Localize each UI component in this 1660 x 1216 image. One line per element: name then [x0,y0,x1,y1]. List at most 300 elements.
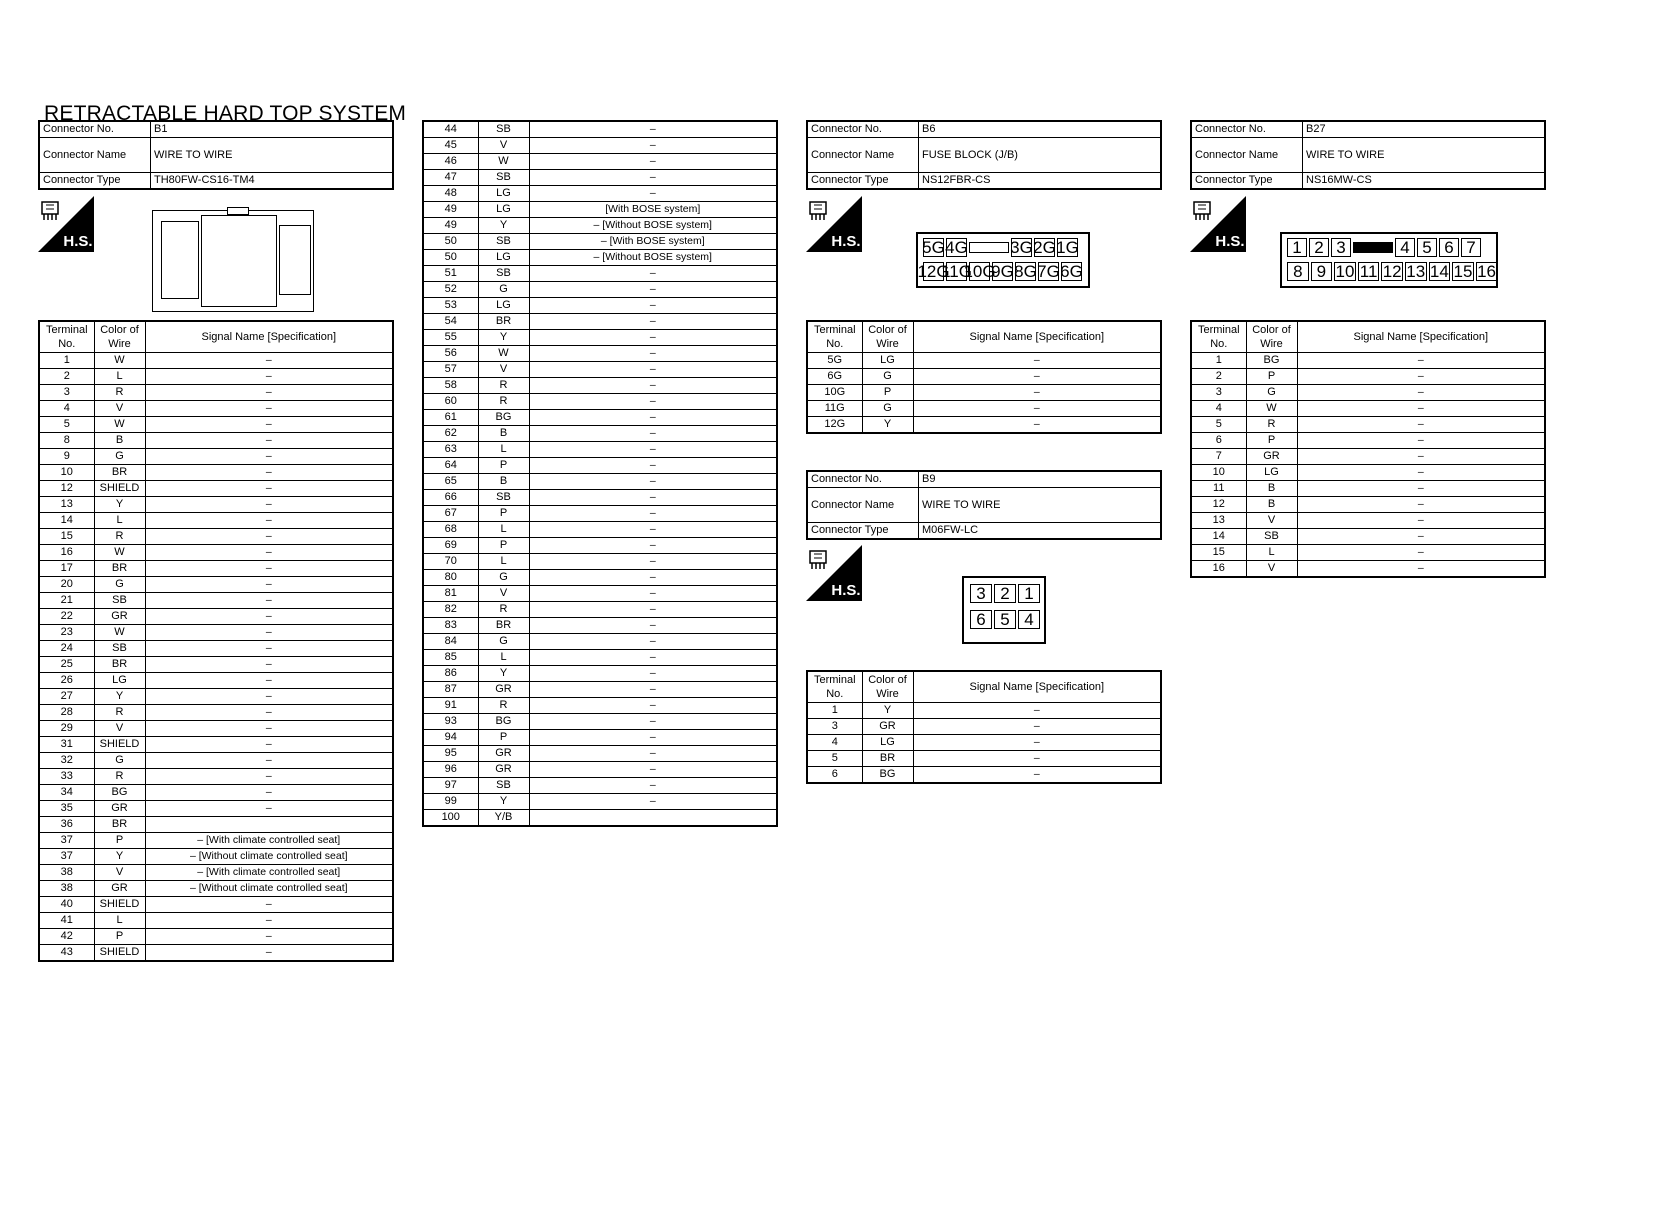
conn-name-value: WIRE TO WIRE [919,488,1162,523]
connector-pin: 3 [970,584,992,603]
terminal-no-cell: 11 [1191,481,1246,497]
signal-name-cell: – [145,673,393,689]
terminal-no-cell: 85 [423,650,478,666]
b6-connector-diagram [916,232,1090,288]
signal-name-cell [145,817,393,833]
wire-color-cell: Y [478,666,529,682]
wire-color-cell: R [94,769,145,785]
table-row [423,474,777,490]
signal-name-cell: – [145,721,393,737]
table-row [423,458,777,474]
signal-name-cell: – [145,497,393,513]
b9-pins-top [970,584,1040,603]
wire-color-cell: R [94,705,145,721]
connector-pin: 1G [1056,238,1079,257]
signal-name-cell: – [529,666,777,682]
wire-color-cell: R [94,529,145,545]
wire-color-cell: W [94,625,145,641]
hs-icon [806,196,862,252]
table-row [39,721,393,737]
terminal-no-cell: 13 [1191,513,1246,529]
terminal-no-cell: 28 [39,705,94,721]
b6-pins-bottom [917,262,1083,281]
table-row [423,298,777,314]
signal-name-cell: – [913,735,1161,751]
terminal-no-cell: 61 [423,410,478,426]
wire-color-cell: BR [94,561,145,577]
wire-color-cell: LG [862,353,913,369]
signal-name-cell: – [145,657,393,673]
wire-color-cell: R [1246,417,1297,433]
wire-color-cell: BR [478,314,529,330]
terminal-no-cell: 95 [423,746,478,762]
terminal-no-cell: 67 [423,506,478,522]
wire-color-cell: BR [862,751,913,767]
table-row [39,433,393,449]
terminal-no-cell: 32 [39,753,94,769]
conn-no-label: Connector No. [1191,121,1303,138]
conn-name-value: WIRE TO WIRE [1303,138,1546,173]
signal-name-cell: – [1297,385,1545,401]
signal-name-cell: – [145,737,393,753]
table-row [39,609,393,625]
table-row [423,618,777,634]
signal-name-cell: [With BOSE system] [529,202,777,218]
signal-name-cell: – [145,769,393,785]
wire-color-cell: B [478,426,529,442]
terminal-no-cell: 4 [1191,401,1246,417]
table-row [1191,561,1545,578]
b1-terminal-table-continued [422,120,778,827]
signal-name-cell: – [1297,513,1545,529]
table-row [39,753,393,769]
terminal-no-cell: 5 [807,751,862,767]
terminal-no-cell: 56 [423,346,478,362]
terminal-no-cell: 16 [39,545,94,561]
terminal-no-cell: 5 [39,417,94,433]
conn-name-label: Connector Name [807,488,919,523]
table-row [39,769,393,785]
wire-color-cell: LG [94,673,145,689]
signal-name-cell: – [529,154,777,170]
conn-no-value: B6 [919,121,1162,138]
connector-pin: 4 [1395,238,1415,257]
terminal-no-cell: 3 [39,385,94,401]
signal-name-cell: – [529,522,777,538]
terminal-no-cell: 70 [423,554,478,570]
wire-color-cell: BR [94,817,145,833]
terminal-no-cell: 20 [39,577,94,593]
signal-name-cell: – [913,417,1161,434]
wire-color-cell: L [94,513,145,529]
signal-name-cell: – [145,753,393,769]
signal-name-cell: – [913,353,1161,369]
table-row [423,250,777,266]
table-row [39,449,393,465]
terminal-no-cell: 1 [39,353,94,369]
signal-name-cell: – [With BOSE system] [529,234,777,250]
terminal-no-cell: 4 [39,401,94,417]
wire-color-cell: LG [478,250,529,266]
terminal-no-cell: 46 [423,154,478,170]
signal-name-header: Signal Name [Specification] [1297,321,1545,353]
wire-color-cell: BR [478,618,529,634]
wire-color-cell: G [94,753,145,769]
b1-connector-right-block [279,225,311,295]
hs-icon [1190,196,1246,252]
terminal-no-cell: 16 [1191,561,1246,578]
wire-color-cell: W [94,353,145,369]
signal-name-cell: – [529,634,777,650]
wire-color-cell: GR [478,746,529,762]
signal-name-cell: – [529,570,777,586]
b27-pins-bottom [1287,262,1497,281]
connector-pin: 10 [1335,262,1355,281]
connector-pin: 1 [1018,584,1040,603]
conn-type-value: TH80FW-CS16-TM4 [151,173,394,190]
wire-color-cell: BR [94,465,145,481]
wire-color-cell: BG [478,410,529,426]
signal-name-header: Signal Name [Specification] [913,321,1161,353]
terminal-no-cell: 83 [423,618,478,634]
wire-color-cell: G [478,634,529,650]
signal-name-cell: – [145,529,393,545]
connector-pin: 2G [1033,238,1056,257]
table-row [807,417,1161,434]
table-row [39,833,393,849]
table-row [423,330,777,346]
connector-pin: 13 [1406,262,1426,281]
hs-icon [806,545,862,601]
signal-name-cell: – [529,586,777,602]
connector-pin: 12 [1382,262,1402,281]
table-row [807,719,1161,735]
table-row [423,762,777,778]
terminal-no-cell: 97 [423,778,478,794]
harness-side-icon [806,545,862,601]
table-row [1191,529,1545,545]
terminal-no-cell: 22 [39,609,94,625]
terminal-no-cell: 10G [807,385,862,401]
wire-color-cell: W [478,154,529,170]
terminal-no-cell: 51 [423,266,478,282]
terminal-no-cell: 41 [39,913,94,929]
connector-pin: 2 [994,584,1016,603]
signal-name-cell: – [145,913,393,929]
wire-color-cell: BG [94,785,145,801]
terminal-no-cell: 55 [423,330,478,346]
page-title: RETRACTABLE HARD TOP SYSTEM [44,102,407,125]
table-row [1191,353,1545,369]
signal-name-cell: – [1297,353,1545,369]
connector-pin: 4 [1018,610,1040,629]
signal-name-cell: – [145,369,393,385]
wire-color-cell: GR [862,719,913,735]
signal-name-cell: – [145,689,393,705]
table-row [1191,449,1545,465]
terminal-no-cell: 47 [423,170,478,186]
terminal-no-cell: 5G [807,353,862,369]
terminal-no-cell: 7 [1191,449,1246,465]
terminal-no-cell: 82 [423,602,478,618]
wire-color-cell: SB [478,121,529,138]
terminal-no-cell: 35 [39,801,94,817]
signal-name-cell: – [529,170,777,186]
wire-color-cell: V [1246,513,1297,529]
table-row [807,369,1161,385]
signal-name-cell: – [529,554,777,570]
table-row [1191,513,1545,529]
wire-color-cell: B [1246,497,1297,513]
terminal-no-cell: 93 [423,714,478,730]
terminal-no-cell: 11G [807,401,862,417]
table-row [39,913,393,929]
wire-color-cell: Y [94,497,145,513]
wire-color-cell: B [94,433,145,449]
connector-pin: 1 [1287,238,1307,257]
wire-color-cell: SB [478,778,529,794]
table-row [1191,465,1545,481]
terminal-no-cell: 6 [807,767,862,784]
color-of-wire-header: Color of Wire [1246,321,1297,353]
signal-name-cell: – [Without climate controlled seat] [145,849,393,865]
table-row [1191,401,1545,417]
table-row [423,810,777,827]
table-row [423,410,777,426]
signal-name-cell: – [913,703,1161,719]
terminal-no-cell: 12 [1191,497,1246,513]
conn-type-value: NS16MW-CS [1303,173,1546,190]
terminal-no-cell: 3 [807,719,862,735]
table-row [423,186,777,202]
table-row [1191,417,1545,433]
connector-pin: 4G [945,238,968,257]
terminal-no-cell: 52 [423,282,478,298]
wire-color-cell: P [478,506,529,522]
terminal-no-cell: 23 [39,625,94,641]
table-row [1191,369,1545,385]
terminal-no-cell: 86 [423,666,478,682]
terminal-no-cell: 54 [423,314,478,330]
b27-terminal-table [1190,320,1546,578]
signal-name-cell: – [529,458,777,474]
wire-color-cell: GR [94,881,145,897]
b1-connector-latch [227,207,249,215]
terminal-no-cell: 66 [423,490,478,506]
signal-name-cell: – [145,897,393,913]
table-row [39,657,393,673]
color-of-wire-header: Color of Wire [862,321,913,353]
signal-name-cell: – [1297,433,1545,449]
wire-color-cell: SB [478,234,529,250]
signal-name-cell: – [145,401,393,417]
signal-name-header: Signal Name [Specification] [913,671,1161,703]
wire-color-cell: SB [94,641,145,657]
terminal-no-cell: 60 [423,394,478,410]
table-row [39,593,393,609]
wire-color-cell: SB [94,593,145,609]
wire-color-cell: G [1246,385,1297,401]
signal-name-cell: – [529,362,777,378]
table-row [39,817,393,833]
signal-name-cell: – [145,481,393,497]
table-row [39,353,393,369]
terminal-no-header: Terminal No. [1191,321,1246,353]
terminal-no-cell: 14 [1191,529,1246,545]
connector-pin: 9G [991,262,1014,281]
table-row [39,497,393,513]
wire-color-cell: Y [478,330,529,346]
signal-name-cell: – [145,513,393,529]
wire-color-cell: SB [1246,529,1297,545]
signal-name-cell: – [145,945,393,962]
terminal-no-cell: 34 [39,785,94,801]
terminal-no-cell: 9 [39,449,94,465]
table-row [423,234,777,250]
table-row [39,465,393,481]
wire-color-cell: Y [94,849,145,865]
table-row [39,785,393,801]
wire-color-cell: Y [862,417,913,434]
b27-info-table [1190,120,1546,190]
wire-color-cell: Y [94,689,145,705]
wire-color-cell: LG [478,202,529,218]
wire-color-cell: BR [94,657,145,673]
terminal-no-cell: 64 [423,458,478,474]
table-row [423,602,777,618]
terminal-no-cell: 42 [39,929,94,945]
connector-pin: 11G [941,262,972,281]
terminal-no-cell: 2 [1191,369,1246,385]
wire-color-cell: BG [862,767,913,784]
wire-color-cell: G [862,369,913,385]
table-row [423,394,777,410]
wire-color-cell: W [94,545,145,561]
table-row [423,506,777,522]
connector-pin: 3G [1010,238,1033,257]
table-row [423,154,777,170]
terminal-no-header: Terminal No. [39,321,94,353]
table-row [39,369,393,385]
terminal-no-cell: 10 [1191,465,1246,481]
connector-pin: 15 [1453,262,1473,281]
signal-name-cell: – [529,746,777,762]
conn-name-label: Connector Name [807,138,919,173]
signal-name-cell: – [529,794,777,810]
signal-name-cell: – [529,650,777,666]
signal-name-cell: – [1297,417,1545,433]
wire-color-cell: G [94,577,145,593]
wire-color-cell: V [94,865,145,881]
wire-color-cell: GR [478,762,529,778]
table-row [423,666,777,682]
wire-color-cell: SB [478,266,529,282]
terminal-no-header: Terminal No. [807,321,862,353]
connector-pin: 11 [1359,262,1378,281]
signal-name-cell: – [913,751,1161,767]
conn-name-value: FUSE BLOCK (J/B) [919,138,1162,173]
terminal-no-cell: 94 [423,730,478,746]
terminal-no-cell: 49 [423,202,478,218]
signal-name-cell: – [913,767,1161,784]
wire-color-cell: R [94,385,145,401]
wire-color-cell: P [1246,369,1297,385]
table-row [807,703,1161,719]
signal-name-cell: – [1297,401,1545,417]
terminal-no-cell: 68 [423,522,478,538]
table-row [39,737,393,753]
conn-type-label: Connector Type [1191,173,1303,190]
wire-color-cell: V [94,401,145,417]
connector-pin: 6 [970,610,992,629]
wire-color-cell: SHIELD [94,945,145,962]
terminal-no-cell: 3 [1191,385,1246,401]
harness-side-icon [38,196,94,252]
wire-color-cell: LG [1246,465,1297,481]
table-row [423,746,777,762]
table-row [39,561,393,577]
table-row [39,881,393,897]
terminal-no-cell: 8 [39,433,94,449]
signal-name-cell: – [145,577,393,593]
conn-no-label: Connector No. [807,471,919,488]
b27-connector-diagram [1280,232,1498,288]
table-row [39,801,393,817]
wire-color-cell: BG [1246,353,1297,369]
connector-pin: 3 [1331,238,1351,257]
b9-info-table [806,470,1162,540]
terminal-no-cell: 96 [423,762,478,778]
wire-color-cell: L [478,554,529,570]
signal-name-header: Signal Name [Specification] [145,321,393,353]
wire-color-cell: Y [862,703,913,719]
harness-side-icon [806,196,862,252]
terminal-no-cell: 29 [39,721,94,737]
wire-color-cell: SB [478,490,529,506]
table-row [807,767,1161,784]
table-row [39,625,393,641]
connector-pin: 8 [1287,262,1309,281]
color-of-wire-header: Color of Wire [862,671,913,703]
signal-name-cell: – [145,625,393,641]
table-row [39,865,393,881]
table-row [423,554,777,570]
table-row [423,362,777,378]
terminal-no-cell: 81 [423,586,478,602]
terminal-no-cell: 53 [423,298,478,314]
harness-side-icon [1190,196,1246,252]
terminal-no-cell: 69 [423,538,478,554]
table-row [39,929,393,945]
terminal-no-cell: 100 [423,810,478,827]
table-row [423,586,777,602]
signal-name-cell: – [913,385,1161,401]
wire-color-cell: P [94,833,145,849]
connector-key-slot [969,242,1009,253]
signal-name-cell: – [145,929,393,945]
signal-name-cell: – [529,394,777,410]
wire-color-cell: B [478,474,529,490]
signal-name-cell: – [913,369,1161,385]
signal-name-cell: – [529,778,777,794]
wire-color-cell: P [478,458,529,474]
signal-name-cell: – [529,282,777,298]
table-row [423,778,777,794]
terminal-no-cell: 25 [39,657,94,673]
table-row [39,481,393,497]
wire-color-cell: LG [862,735,913,751]
signal-name-cell: – [145,705,393,721]
